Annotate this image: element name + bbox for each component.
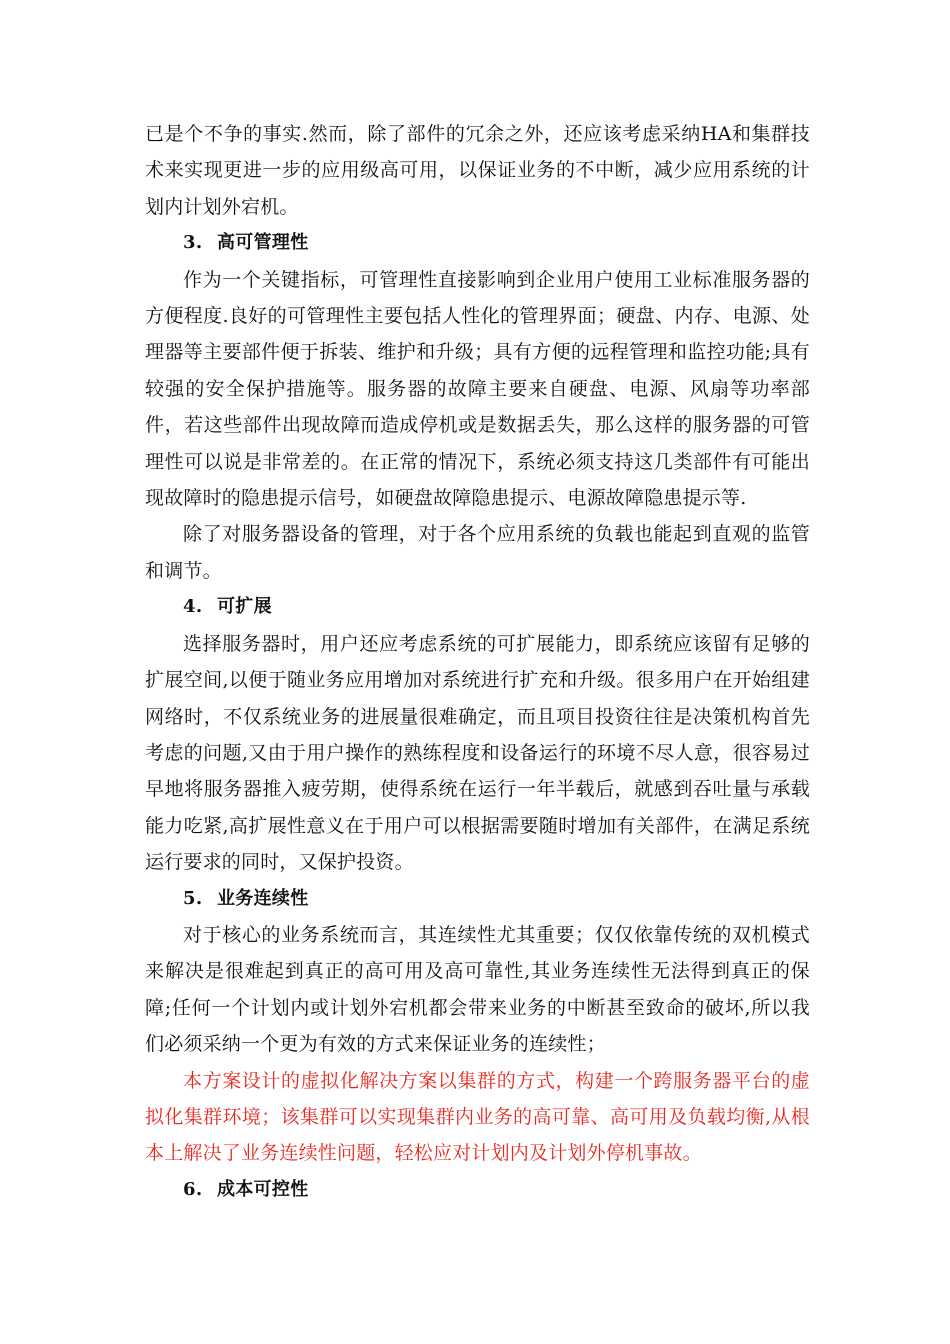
heading-number: 6. [183,1178,203,1200]
heading-number: 3. [183,232,203,254]
heading-title: 高可管理性 [217,232,309,254]
paragraph-scalability: 选择服务器时，用户还应考虑系统的可扩展能力，即系统应该留有足够的扩展空间,以便于随业务应用增加对系统进行扩充和升级。很多用户在开始组建网络时，不仅系统业务的进展量很难确定，而且项目投资往往是决策机构首先考虑的问题,又由于用户操作的熟练程度和设备运行的环境不尽人意，很容易过早地将服务器推入疲劳期，使得系统在运行一年半载后，就感到吞吐量与承载能力吃紧,高扩展性意义在于用户可以根据需要随时增加有关部件，在满足系统运行要求的同时，又保护投资。 [145,632,810,874]
paragraph-virtualization-solution: 本方案设计的虚拟化解决方案以集群的方式，构建一个跨服务器平台的虚拟化集群环境；该集群可以实现集群内业务的高可靠、高可用及负载均衡,从根本上解决了业务连续性问题，轻松应对计划内及计划外停机事故。 [145,1069,810,1165]
heading-cost-control [145,1172,810,1208]
heading-manageability [145,225,810,261]
heading-number: 5. [183,887,203,909]
heading-title: 成本可控性 [217,1178,309,1200]
paragraph-business-continuity: 对于核心的业务系统而言，其连续性尤其重要；仅仅依靠传统的双机模式来解决是很难起到真正的高可用及高可靠性,其业务连续性无法得到真正的保障;任何一个计划内或计划外宕机都会带来业务的中断甚至致命的破坏,所以我们必须采纳一个更为有效的方式来保证业务的连续性； [145,923,810,1056]
paragraph-ha-cluster: 已是个不争的事实.然而，除了部件的冗余之外，还应该考虑采纳HA和集群技术来实现更进一步的应用级高可用，以保证业务的不中断，减少应用系统的计划内计划外宕机。 [145,123,810,218]
paragraph-manageability: 作为一个关键指标，可管理性直接影响到企业用户使用工业标准服务器的方便程度.良好的可管理性主要包括人性化的管理界面；硬盘、内存、电源、处理器等主要部件便于拆装、维护和升级；具有方便的远程管理和监控功能;具有较强的安全保护措施等。服务器的故障主要来自硬盘、电源、风扇等功率部件，若这些部件出现故障而造成停机或是数据丢失，那么这样的服务器的可管理性可以说是非常差的。在正常的情况下，系统必须支持这几类部件有可能出现故障时的隐患提示信号，如硬盘故障隐患提示、电源故障隐患提示等. [145,268,810,510]
heading-title: 可扩展 [217,596,272,618]
heading-number: 4. [183,596,203,618]
heading-business-continuity [145,881,810,917]
heading-scalability [145,589,810,625]
document-body [145,116,810,1208]
paragraph-load-monitoring: 除了对服务器设备的管理，对于各个应用系统的负载也能起到直观的监管和调节。 [145,523,810,582]
heading-title: 业务连续性 [217,887,309,909]
